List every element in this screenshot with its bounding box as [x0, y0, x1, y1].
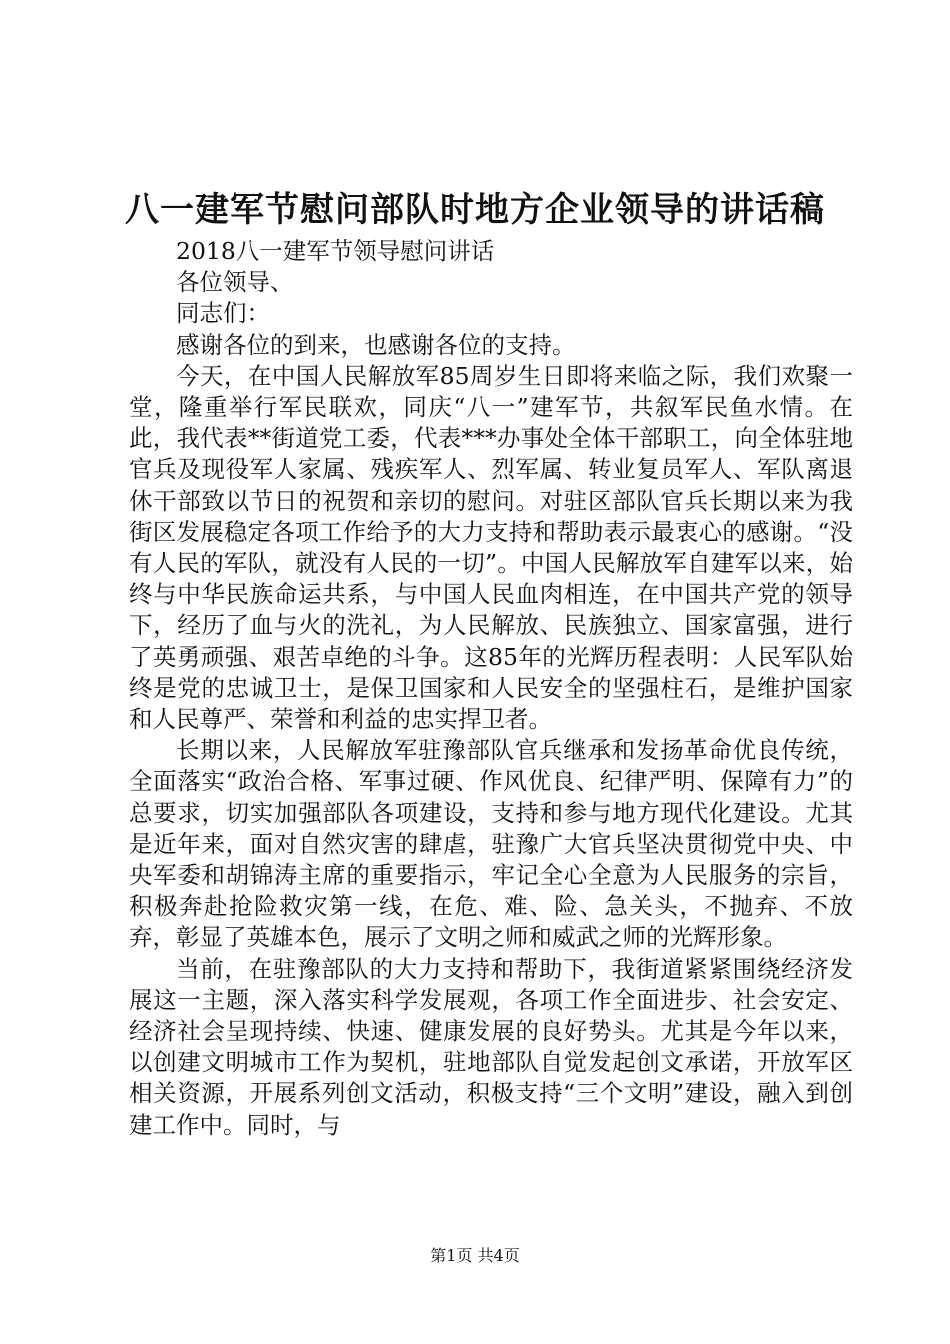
paragraph-body-1: 今天，在中国人民解放军85周岁生日即将来临之际，我们欢聚一堂，隆重举行军民联欢，同庆“八一”建军节，共叙军民鱼水情。在此，我代表**街道党工委，代表***办事处全体干部职工，向全体驻地官兵及现役军人家属、残疾军人、烈军属、转业复员军人、军队离退休干部致以节日的祝贺和亲切的慰问。对驻区部队官兵长期以来为我街区发展稳定各项工作给予的大力支持和帮助表示最衷心的感谢。“没有人民的军队，就没有人民的一切”。中国人民解放军自建军以来，始终与中华民族命运共系，与中国人民血肉相连，在中国共产党的领导下，经历了血与火的洗礼，为人民解放、民族独立、国家富强，进行了英勇顽强、艰苦卓绝的斗争。这85年的光辉历程表明：人民军队始终是党的忠诚卫士，是保卫国家和人民安全的坚强柱石，是维护国家和人民尊严、荣誉和利益的忠实捍卫者。: [129, 361, 853, 734]
paragraph-salutation-leaders: 各位领导、: [176, 268, 294, 297]
page-footer: 第1页 共4页: [430, 1246, 520, 1265]
paragraph-body-2: 长期以来，人民解放军驻豫部队官兵继承和发扬革命优良传统，全面落实“政治合格、军事过硬、作风优良、纪律严明、保障有力”的总要求，切实加强部队各项建设，支持和参与地方现代化建设。尤其是近年来，面对自然灾害的肆虐，驻豫广大官兵坚决贯彻党中央、中央军委和胡锦涛主席的重要指示，牢记全心全意为人民服务的宗旨，积极奔赴抢险救灾第一线，在危、难、险、急关头，不抛弃、不放弃，彰显了英雄本色，展示了文明之师和威武之师的光辉形象。: [129, 736, 853, 952]
paragraph-salutation-comrades: 同志们：: [176, 299, 270, 328]
paragraph-body-3: 当前，在驻豫部队的大力支持和帮助下，我街道紧紧围绕经济发展这一主题，深入落实科学发展观，各项工作全面进步、社会安定、经济社会呈现持续、快速、健康发展的良好势头。尤其是今年以来，以创建文明城市工作为契机，驻地部队自觉发起创文承诺，开放军区相关资源，开展系列创文活动，积极支持“三个文明”建设，融入到创建工作中。同时，与: [129, 954, 853, 1139]
document-title: 八一建军节慰问部队时地方企业领导的讲话稿: [125, 190, 825, 230]
paragraph-thanks: 感谢各位的到来，也感谢各位的支持。: [176, 330, 576, 359]
paragraph-subtitle: 2018八一建军节领导慰问讲话: [176, 237, 495, 265]
document-body: [129, 236, 853, 1141]
